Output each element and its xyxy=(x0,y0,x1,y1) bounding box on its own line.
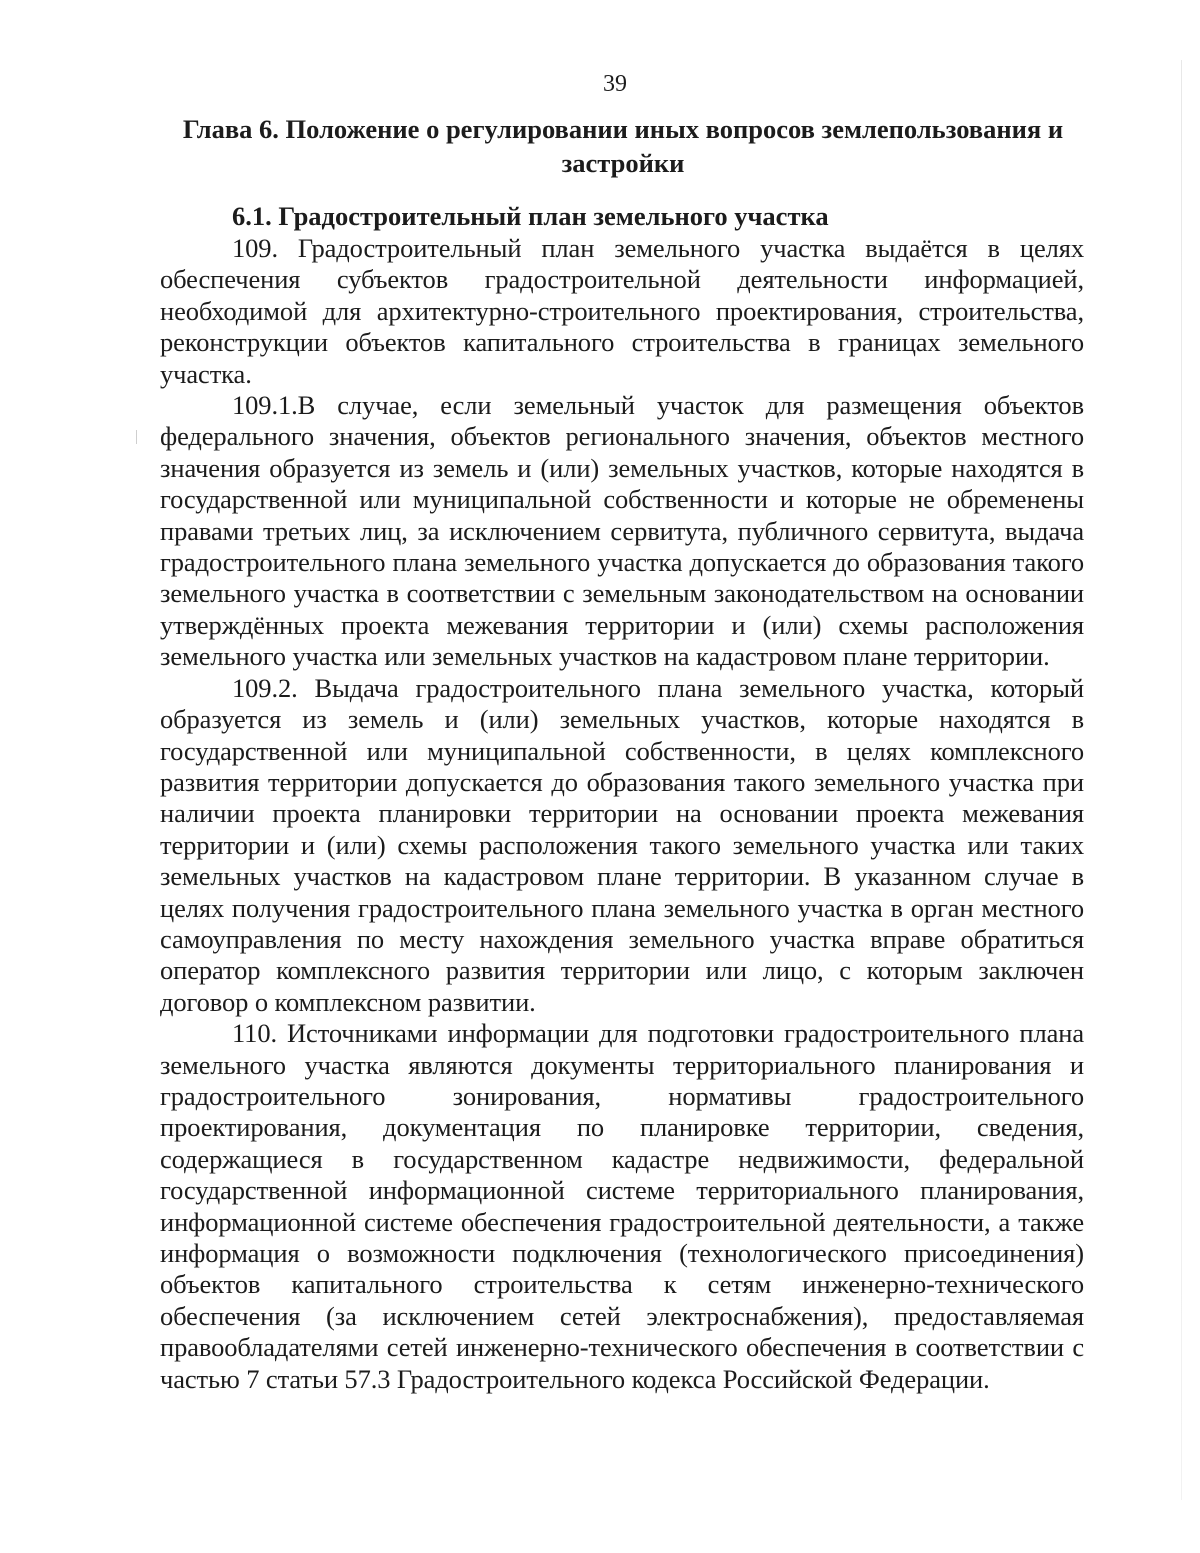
paragraph-109: 109. Градостроительный план земельного участка выдаётся в целях обеспечения субъектов градостроительной деятельности информацией, необходимой для архитектурно-строительного проектирования, строительства, реконструкции объектов капитального строительства в границах земельного участка. xyxy=(160,233,1084,389)
paragraph-110: 110. Источниками информации для подготовки градостроительного плана земельного участка являются документы территориального планирования и градостроительного зонирования, нормативы градостроительного проектирования, документация по планировке территории, сведения, содержащиеся в государственном кадастре недвижимости, федеральной государственной информационной системе территориального планирования, информационной системе обеспечения градостроительной деятельности, а также информация о возможности подключения (технологического присоединения) объектов капитального строительства к сетям инженерно-технического обеспечения (за исключением сетей электроснабжения), предоставляемая правообладателями сетей инженерно-технического обеспечения в соответствии с частью 7 статьи 57.3 Градостроительного кодекса Российской Федерации. xyxy=(160,1018,1084,1394)
section-title: 6.1. Градостроительный план земельного участка xyxy=(232,201,829,231)
chapter-title: Глава 6. Положение о регулировании иных вопросов землепользования и застройки xyxy=(182,114,1064,178)
paragraph-109-1: 109.1.В случае, если земельный участок для размещения объектов федерального значения, объектов регионального значения, объектов местного значения образуется из земель и (или) земельных участков, которые находятся в государственной или муниципальной собственности и которые не обременены правами третьих лиц, за исключением сервитута, публичного сервитута, выдача градостроительного плана земельного участка допускается до образования такого земельного участка в соответствии с земельным законодательством на основании утверждённых проекта межевания территории и (или) схемы расположения земельного участка или земельных участков на кадастровом плане территории. xyxy=(160,390,1084,672)
scan-edge-line xyxy=(1181,60,1182,1500)
body-text xyxy=(160,233,1084,1395)
page-number: 39 xyxy=(603,71,627,97)
paragraph-109-2: 109.2. Выдача градостроительного плана земельного участка, который образуется из земель и (или) земельных участков, которые находятся в государственной или муниципальной собственности, в целях комплексного развития территории допускается до образования такого земельного участка при наличии проекта планировки территории на основании проекта межевания территории и (или) схемы расположения такого земельного участка или таких земельных участков на кадастровом плане территории. В указанном случае в целях получения градостроительного плана земельного участка в орган местного самоуправления по месту нахождения земельного участка вправе обратиться оператор комплексного развития территории или лицо, с которым заключен договор о комплексном развитии. xyxy=(160,672,1084,1017)
scan-artifact-mark xyxy=(136,430,137,444)
